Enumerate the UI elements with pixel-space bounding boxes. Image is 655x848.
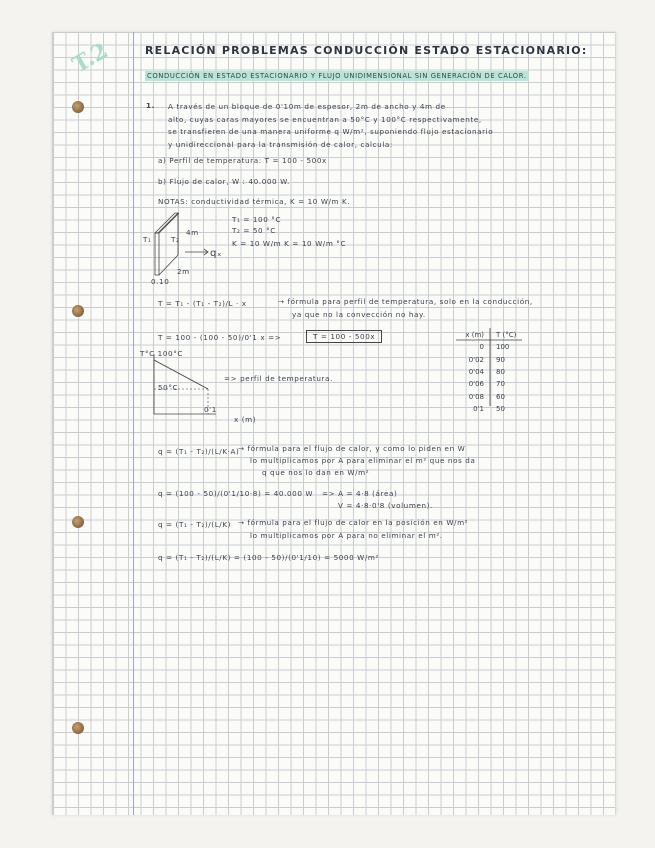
question-a: a) Perfil de temperatura: T = 100 - 500x (158, 156, 327, 165)
flux-formula: q = (T₁ - T₂)/(L/K·A) (158, 447, 240, 456)
table-cell: 50 (496, 404, 505, 413)
table-cell: 60 (496, 392, 505, 401)
sketch-thickness: 0.10 (151, 277, 170, 286)
flux-calc: q = (100 - 50)/(0'1/10·8) = 40.000 W (158, 489, 314, 498)
problem-line-1: A través de un bloque de 0'10m de espesor, 2m de ancho y 4m de (168, 102, 446, 111)
notes: NOTAS: conductividad térmica, K = 10 W/m K. (158, 197, 351, 206)
flux-note-3: q que nos lo dan en W/m² (262, 468, 370, 477)
sketch-t2-label: T₂ (171, 235, 180, 244)
given-k: K = 10 W/m K = 10 W/m °C (232, 239, 347, 248)
sketch-width: 2m (177, 267, 190, 276)
binder-hole (72, 101, 84, 113)
problem-line-3: se transfieren de una manera uniforme q W/m², suponiendo flujo estacionario (168, 127, 494, 136)
profile-calc: T = 100 - (100 - 50)/0'1 x => (158, 333, 282, 342)
flux-note-1: → fórmula para el flujo de calor, y como lo piden en W (238, 444, 466, 453)
profile-result: T = 100 - 500x (306, 330, 382, 343)
notebook-page (52, 32, 616, 815)
table-lines (452, 328, 532, 408)
sketch-t1-label: T₁ (143, 235, 152, 244)
table-cell: 0'06 (468, 380, 484, 389)
table-cell: 0'02 (468, 355, 484, 364)
table-cell: 70 (496, 380, 505, 389)
table-cell: 0'1 (473, 404, 484, 413)
binder-hole (72, 722, 84, 734)
q-calc: q = (T₁ - T₂)/(L/K) = (100 - 50)/(0'1/10) = 5000 W/m² (158, 553, 379, 562)
page-title: RELACIÓN PROBLEMAS CONDUCCIÓN ESTADO ESTACIONARIO: (145, 44, 588, 57)
table-cell: 100 (496, 343, 510, 352)
graph-x-tick: 0'1 (204, 405, 217, 414)
given-t2: T₂ = 50 °C (232, 226, 276, 235)
problem-line-4: y unidireccional para la transmisión de calor, calcula: (168, 140, 393, 149)
profile-note-1: → fórmula para perfil de temperatura, solo en la conducción, (278, 297, 533, 306)
binder-hole (72, 305, 84, 317)
section-subtitle (145, 70, 595, 83)
table-header-t: T (°C) (496, 331, 517, 340)
graph-y-label: T°C 100°C (140, 349, 184, 358)
flux-note-2: lo multiplicamos por A para eliminar el m² que nos da (250, 456, 476, 465)
problem-number: 1. (146, 101, 155, 110)
table-cell: 90 (496, 355, 505, 364)
problem-line-2: alto, cuyas caras mayores se encuentran a 50°C y 100°C respectivamente, (168, 115, 482, 124)
margin-line (133, 32, 134, 815)
binder-hole (72, 516, 84, 528)
chapter-tag: T.2 (67, 37, 113, 79)
q-formula: q = (T₁ - T₂)/(L/K) (158, 520, 232, 529)
given-t1: T₁ = 100 °C (232, 215, 282, 224)
sketch-flux: qₓ (210, 248, 222, 259)
table-header-x: x (m) (465, 331, 484, 340)
q-note-1: → fórmula para el flujo de calor en la posición en W/m² (238, 518, 469, 527)
profile-formula: T = T₁ - (T₁ - T₂)/L · x (158, 299, 247, 308)
q-note-2: lo multiplicamos por A para no eliminar el m². (250, 531, 443, 540)
graph-note: => perfil de temperatura. (224, 374, 333, 383)
question-b: b) Flujo de calor, W : 40.000 W. (158, 177, 290, 186)
area-calc: => A = 4·8 (área) (322, 489, 398, 498)
table-cell: 80 (496, 368, 505, 377)
volume-calc: V = 4·8·0'8 (volumen). (338, 501, 433, 510)
graph-50-label: 50°C (158, 383, 179, 392)
table-cell: 0'08 (468, 392, 484, 401)
profile-note-2: ya que no la convección no hay. (292, 310, 426, 319)
graph-x-label: x (m) (234, 415, 257, 424)
sketch-height: 4m (186, 228, 199, 237)
subtitle-text: CONDUCCIÓN EN ESTADO ESTACIONARIO Y FLUJO UNIDIMENSIONAL SIN GENERACIÓN DE CALOR. (147, 72, 527, 80)
table-cell: 0 (479, 343, 484, 352)
table-cell: 0'04 (468, 368, 484, 377)
